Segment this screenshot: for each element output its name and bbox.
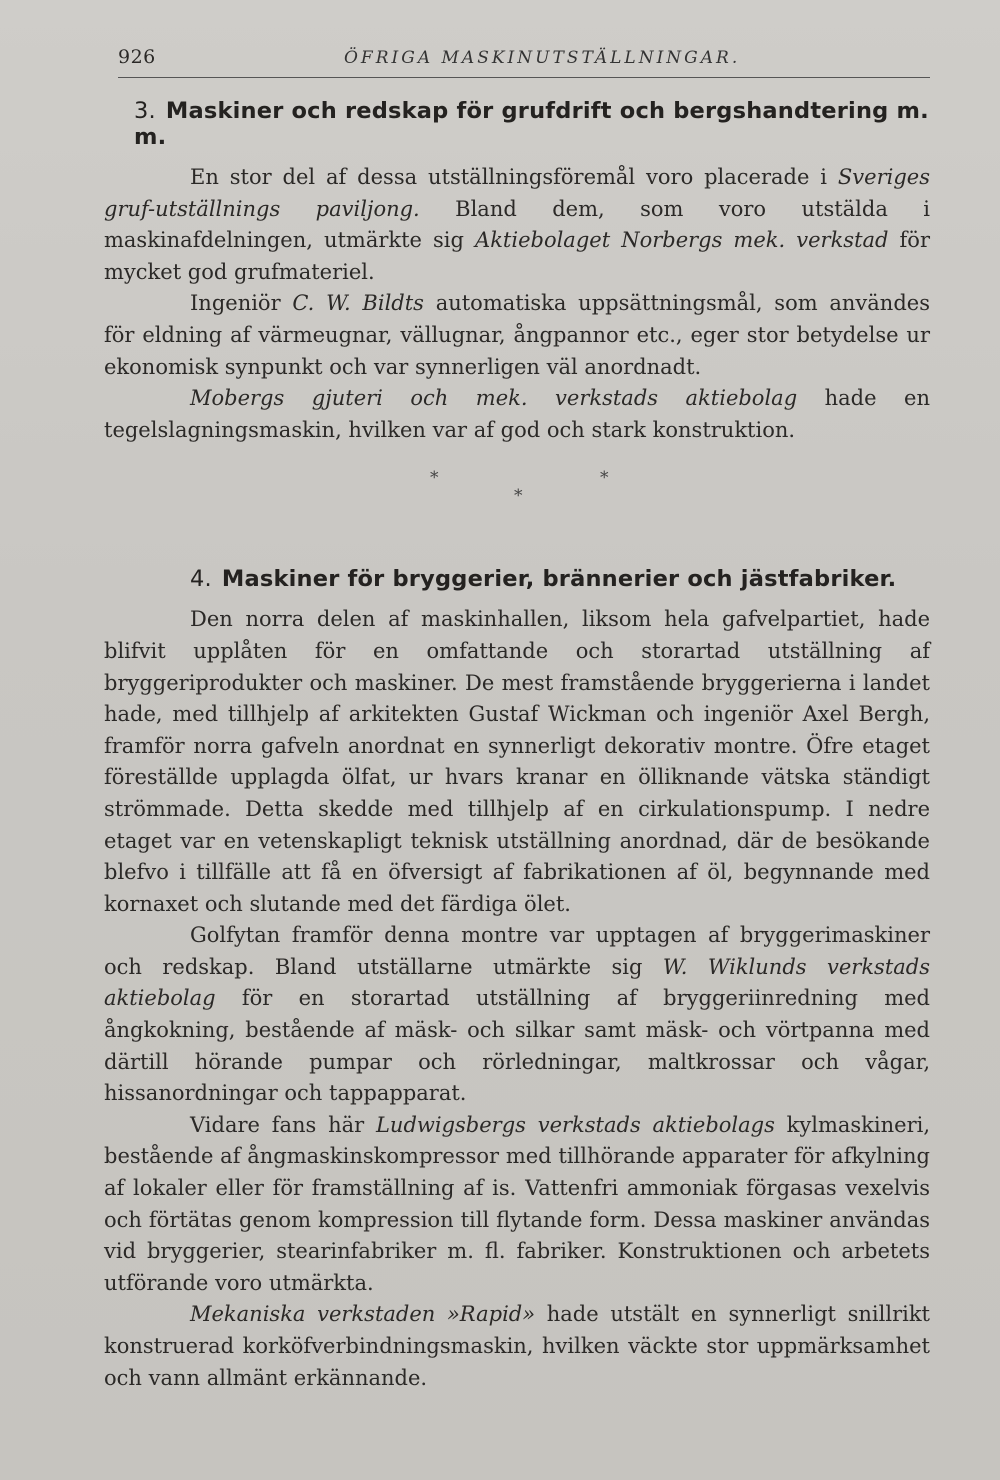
text-run: Ingeniör	[190, 291, 293, 316]
section-separator	[104, 446, 930, 566]
italic-run: Mekaniska verkstaden »Rapid»	[190, 1302, 536, 1327]
italic-run: Mobergs gjuteri och mek. verkstads aktiebolag	[190, 386, 798, 411]
paragraph	[104, 162, 930, 288]
italic-run: Ludwigsbergs verkstads aktiebolags	[375, 1112, 775, 1137]
text-run: hade en tegelslagningsmaskin, hvilken var af god och stark konstruktion.	[104, 386, 931, 442]
text-run: Golfytan framför denna montre var upptagen af bryggerimaskiner och redskap. Bland utställarne utmärkte sig	[104, 923, 930, 979]
asterisk-ornament: *	[430, 468, 439, 489]
page-body	[104, 98, 930, 1394]
section-heading-3	[104, 98, 930, 150]
italic-run: Sveriges gruf-utställnings paviljong.	[104, 165, 930, 221]
paragraph	[104, 920, 930, 1110]
paragraph	[104, 383, 930, 446]
text-run: hade utstält en synnerligt snillrikt konstruerad korköfverbindningsmaskin, hvilken väckte stor uppmärksamhet och vann allmänt erkännande.	[104, 1302, 930, 1390]
section-heading-4	[104, 566, 930, 592]
asterisk-ornament: *	[600, 468, 609, 489]
text-run: för mycket god grufmateriel.	[104, 228, 930, 284]
text-run: Vidare fans här	[190, 1112, 376, 1137]
running-title: ÖFRIGA MASKINUTSTÄLLNINGAR.	[344, 48, 741, 68]
paragraph	[104, 1299, 930, 1394]
header-rule	[118, 77, 930, 78]
section-title: Maskiner och redskap för grufdrift och bergshandtering m. m.	[134, 98, 929, 150]
text-run: En stor del af dessa utställningsföremål voro placerade i	[190, 165, 838, 189]
paragraph	[104, 288, 930, 383]
paragraph	[104, 1110, 930, 1300]
text-run: för en storartad utställning af bryggeriinredning med ångkokning, bestående af mäsk- och silkar samt mäsk- och vörtpanna med därtill hörande pumpar och rörledningar, maltkrossar och vågar, hissanordningar och tappapparat.	[104, 986, 930, 1106]
running-header	[118, 40, 918, 70]
section-number: 4.	[190, 566, 212, 593]
italic-run: Aktiebolaget Norbergs mek. verkstad	[475, 228, 889, 253]
section-number: 3.	[134, 98, 156, 124]
asterisk-ornament: *	[514, 486, 523, 507]
text-run: automatiska uppsättningsmål, som användes för eldning af värmeugnar, vällugnar, ångpannor etc., eger stor betydelse ur ekonomisk synpunkt och var synnerligen väl anordnadt.	[104, 291, 930, 379]
text-run: Bland dem, som voro utstälda i maskinafdelningen, utmärkte sig	[104, 196, 930, 253]
text-run: kylmaskineri, bestående af ångmaskinskompressor med tillhörande apparater för afkylning af lokaler eller för framställning af is. Vattenfri ammoniak förgasas vexelvis och förtätas genom kompression till flytande form. Dessa maskiner användas vid bryggerier, stearinfabriker m. fl. fabriker. Konstruktionen och arbetets utförande voro utmärkta.	[104, 1112, 930, 1295]
italic-run: C. W. Bildts	[292, 291, 424, 316]
italic-run: W. Wiklunds verkstads aktiebolag	[104, 954, 930, 1011]
section-title: Maskiner för bryggerier, brännerier och jästfabriker.	[221, 566, 897, 593]
page-number: 926	[118, 46, 156, 68]
paragraph: Den norra delen af maskinhallen, liksom hela gafvelpartiet, hade blifvit upplåten för en omfattande och storartad utställning af bryggeriprodukter och maskiner. De mest framstående bryggerierna i landet hade, med tillhjelp af arkitekten Gustaf Wickman och ingeniör Axel Bergh, framför norra gafveln anordnat en synnerligt dekorativ montre. Öfre etaget föreställde upplagda ölfat, ur hvars kranar en ölliknande vätska ständigt strömmade. Detta skedde med tillhjelp af en cirkulationspump. I nedre etaget var en vetenskapligt teknisk utställning anordnad, där de besökande blefvo i tillfälle att få en öfversigt af fabrikationen af öl, begynnande med kornaxet och slutande med det färdiga ölet.	[104, 607, 930, 916]
